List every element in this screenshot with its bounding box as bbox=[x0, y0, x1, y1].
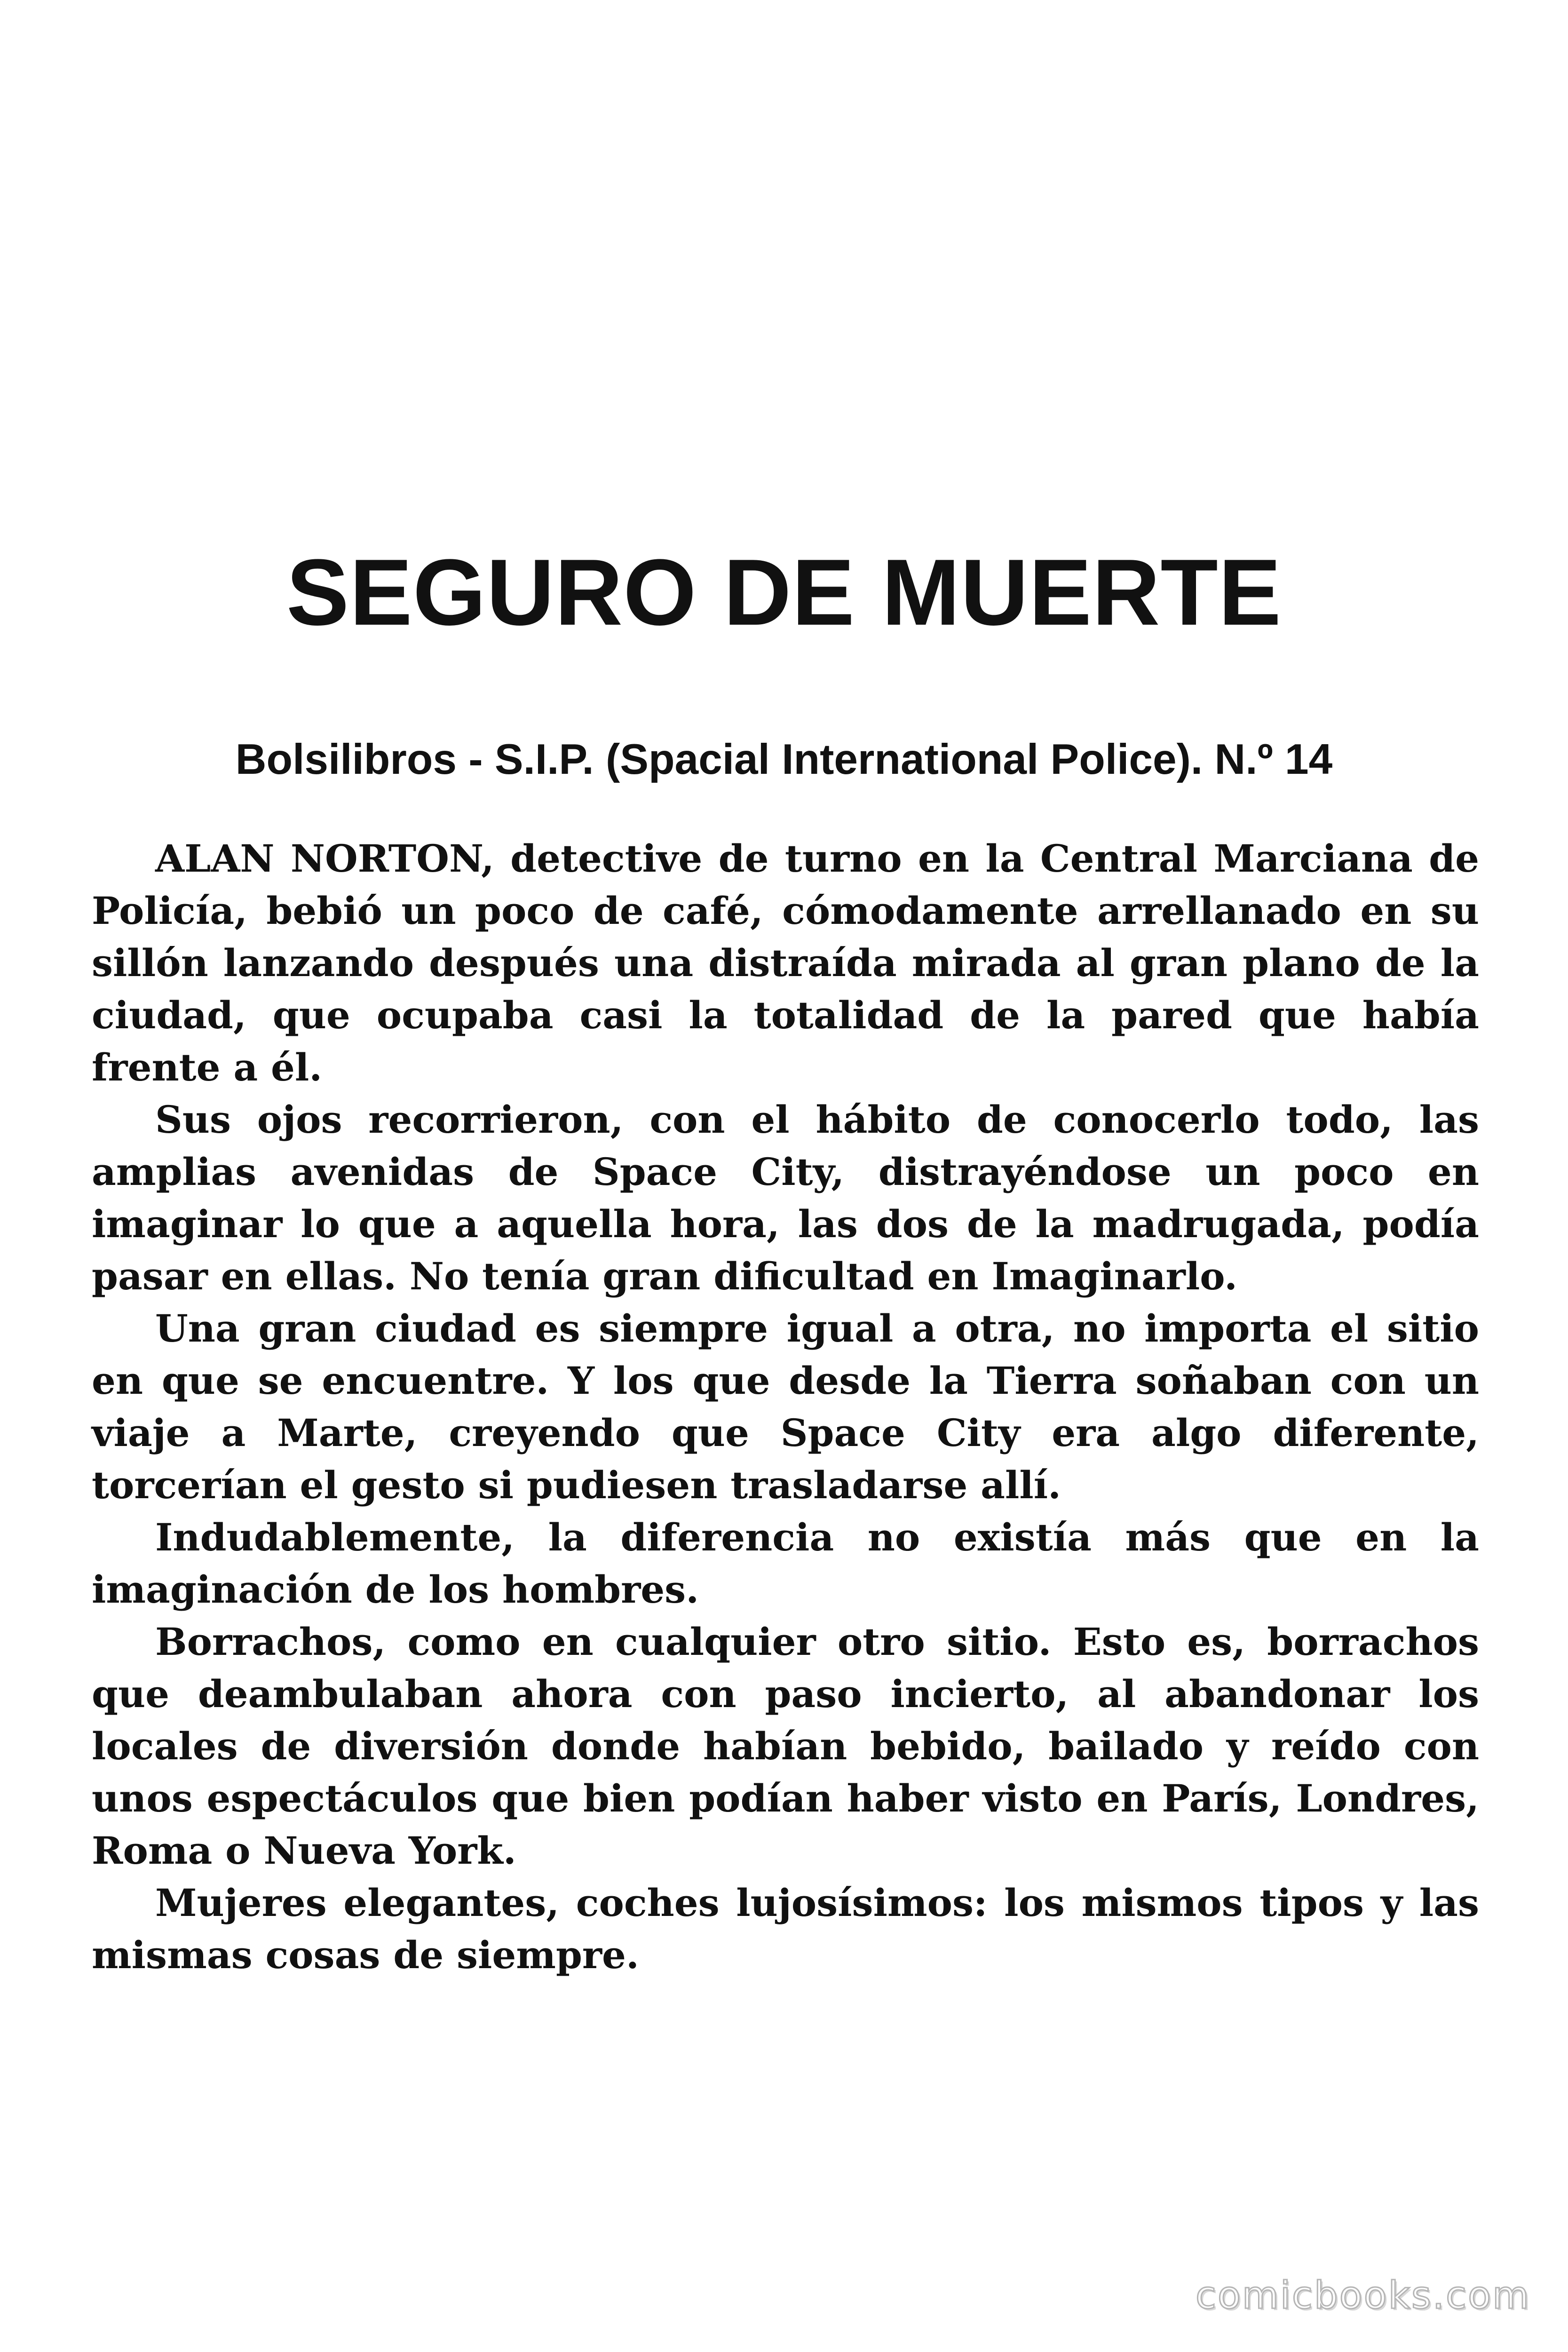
paragraph: ALAN NORTON, detective de turno en la Central Marciana de Policía, bebió un poco de café, cómodamente arrellanado en su sillón lanzando después una distraída mirada al gran plano de la ciudad, que ocupaba casi la totalidad de la pared que había frente a él. bbox=[92, 836, 1479, 1089]
paragraph: Una gran ciudad es siempre igual a otra, no importa el sitio en que se encuentre. Y los que desde la Tierra soñaban con un viaje a Marte, creyendo que Space City era algo diferente, torcerían el gesto si pudiesen trasladarse allí. bbox=[92, 1306, 1479, 1507]
watermark: comicbooks.com bbox=[1195, 2273, 1530, 2317]
paragraph: Mujeres elegantes, coches lujosísimos: los mismos tipos y las mismas cosas de siempre. bbox=[92, 1881, 1479, 1977]
paragraph: Sus ojos recorrieron, con el hábito de conocerlo todo, las amplias avenidas de Space City, distrayéndose un poco en imaginar lo que a aquella hora, las dos de la madrugada, podía pasar en ellas. No tenía gran dificultad en Imaginarlo. bbox=[92, 1097, 1479, 1298]
book-title: SEGURO DE MUERTE bbox=[286, 540, 1282, 645]
body-text bbox=[92, 833, 1479, 1981]
paragraph: Indudablemente, la diferencia no existía más que en la imaginación de los hombres. bbox=[92, 1515, 1479, 1612]
paragraph: Borrachos, como en cualquier otro sitio. Esto es, borrachos que deambulaban ahora con paso incierto, al abandonar los locales de diversión donde habían bebido, bailado y reído con unos espectáculos que bien podían haber visto en París, Londres, Roma o Nueva York. bbox=[92, 1620, 1479, 1873]
book-subtitle: Bolsilibros - S.I.P. (Spacial International Police). N.º 14 bbox=[235, 736, 1333, 783]
